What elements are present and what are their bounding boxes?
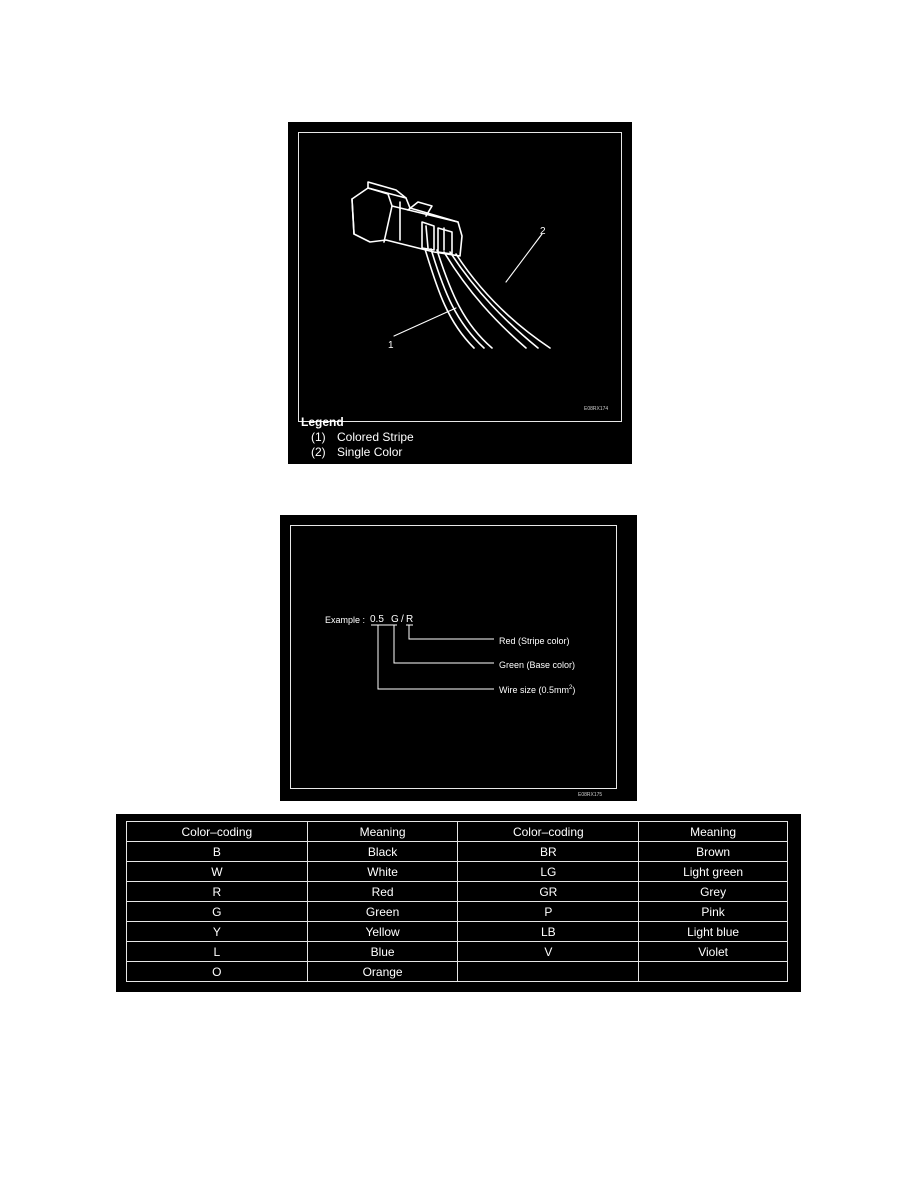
legend-item-1: (1) Colored Stripe xyxy=(311,430,414,444)
connector-figure xyxy=(288,122,632,464)
table-row xyxy=(127,862,788,882)
table-cell: Red xyxy=(307,882,458,902)
legend-heading: Legend xyxy=(301,415,344,429)
table-cell: B xyxy=(127,842,308,862)
connector-illustration xyxy=(288,122,632,464)
table-cell: Light blue xyxy=(639,922,788,942)
color-code-table xyxy=(126,821,788,982)
callout-1: 1 xyxy=(388,340,394,351)
table-header-row xyxy=(127,822,788,842)
table-cell: Violet xyxy=(639,942,788,962)
table-cell: GR xyxy=(458,882,639,902)
table-cell: Light green xyxy=(639,862,788,882)
header-color-coding: Color–coding xyxy=(458,822,639,842)
table-cell: Yellow xyxy=(307,922,458,942)
table-cell: Blue xyxy=(307,942,458,962)
table-cell: R xyxy=(127,882,308,902)
table-cell: Y xyxy=(127,922,308,942)
callout-2: 2 xyxy=(540,226,546,237)
table-cell: Pink xyxy=(639,902,788,922)
table-cell xyxy=(639,962,788,982)
base-color-label: Green (Base color) xyxy=(499,660,576,670)
wire-code-leader-lines xyxy=(280,515,637,801)
table-cell: Grey xyxy=(639,882,788,902)
table-cell xyxy=(458,962,639,982)
table-row xyxy=(127,922,788,942)
table-cell: Orange xyxy=(307,962,458,982)
table-cell: White xyxy=(307,862,458,882)
example-prefix: Example : xyxy=(325,615,366,625)
connector-housing xyxy=(352,188,462,256)
table-row xyxy=(127,962,788,982)
figure-code: E08RX174 xyxy=(584,406,609,412)
wire-size-label: Wire size $(0.5mm^2)$ xyxy=(499,685,576,695)
table-cell: L xyxy=(127,942,308,962)
table-row xyxy=(127,942,788,962)
legend-item-2: (2) Single Color xyxy=(311,445,403,459)
table-cell: BR xyxy=(458,842,639,862)
table-cell: Brown xyxy=(639,842,788,862)
table-cell: W xyxy=(127,862,308,882)
example-base-color: G xyxy=(391,614,399,625)
header-meaning: Meaning xyxy=(639,822,788,842)
table-row xyxy=(127,902,788,922)
wire-code-figure xyxy=(280,515,637,801)
example-stripe-color: R xyxy=(406,614,414,625)
color-code-table-panel xyxy=(116,814,801,992)
table-cell: LB xyxy=(458,922,639,942)
table-row xyxy=(127,842,788,862)
table-cell: P xyxy=(458,902,639,922)
table-cell: O xyxy=(127,962,308,982)
table-cell: G xyxy=(127,902,308,922)
table-row xyxy=(127,882,788,902)
stripe-color-label: Red (Stripe color) xyxy=(499,636,570,646)
example-size: 0.5 xyxy=(370,614,384,625)
table-cell: Green xyxy=(307,902,458,922)
table-cell: LG xyxy=(458,862,639,882)
table-cell: Black xyxy=(307,842,458,862)
figure-code: E08RX175 xyxy=(578,792,603,798)
legend xyxy=(301,415,414,460)
table-cell: V xyxy=(458,942,639,962)
example-slash: / xyxy=(401,614,404,625)
header-color-coding: Color–coding xyxy=(127,822,308,842)
header-meaning: Meaning xyxy=(307,822,458,842)
